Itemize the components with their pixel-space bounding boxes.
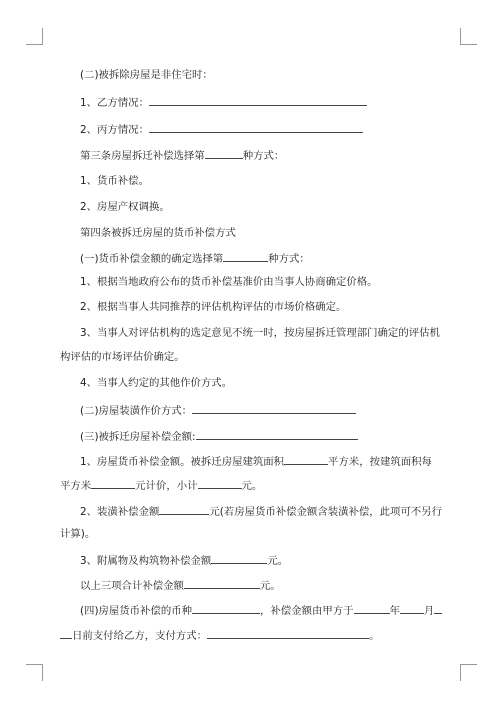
amount-method-choice-field[interactable] <box>223 250 268 262</box>
section-non-residential: (二)被拆除房屋是非住宅时： <box>80 69 213 81</box>
monetary-amount-line: 1、房屋货币补偿金额。被拆迁房屋建筑面积 平方米，按建筑面积每 <box>80 453 440 469</box>
party-b-line: 1、乙方情况： <box>80 94 440 110</box>
compensation-amount-field[interactable] <box>196 428 358 440</box>
compensation-amount-line: (三)被拆迁房屋补偿金额: <box>80 428 440 444</box>
subtotal-field[interactable] <box>198 477 242 489</box>
total-amount-field[interactable] <box>184 577 260 589</box>
unit-price-line: 平方米 元计价，小计 元。 <box>60 477 420 493</box>
article-3-line: 第三条房屋拆迁补偿选择第 种方式： <box>80 147 440 163</box>
total-amount-line: 以上三项合计补偿金额 元。 <box>80 577 440 593</box>
currency-field[interactable] <box>192 602 260 614</box>
attachments-amount-line: 3、附属物及构筑物补偿金额 元。 <box>80 552 440 568</box>
party-c-field[interactable] <box>149 121 363 133</box>
payment-year-field[interactable] <box>354 602 390 614</box>
method-3-line: 3、当事人对评估机构的选定意见不统一时，按房屋拆迁管理部门确定的评估机 <box>80 327 440 339</box>
method-2-line: 2、根据当事人共同推荐的评估机构评估的市场价格确定。 <box>80 301 347 313</box>
payment-method-line: 日前支付给乙方，支付方式： 。 <box>60 627 420 643</box>
crop-mark-bottom-left <box>26 664 43 681</box>
unit-price-field[interactable] <box>91 477 135 489</box>
decoration-amount-continued: 计算)。 <box>60 528 96 540</box>
party-c-line: 2、丙方情况： <box>80 121 440 137</box>
payment-day-field[interactable] <box>60 627 72 639</box>
crop-mark-bottom-right <box>460 664 477 681</box>
article-3-choice-field[interactable] <box>205 147 243 159</box>
payment-day-field-start[interactable] <box>434 602 442 614</box>
article-4-heading: 第四条被拆迁房屋的货币补偿方式 <box>80 227 236 239</box>
decoration-pricing-field[interactable] <box>192 402 356 414</box>
option-exchange: 2、房屋产权调换。 <box>80 201 170 213</box>
decoration-pricing-line: (二)房屋装潢作价方式： <box>80 402 440 418</box>
payment-month-field[interactable] <box>400 602 424 614</box>
payment-method-field[interactable] <box>207 627 369 639</box>
decoration-amount-field[interactable] <box>159 503 209 515</box>
amount-method-line: (一)货币补偿金额的确定选择第 种方式： <box>80 250 440 266</box>
method-3-continued: 构评估的市场评估价确定。 <box>60 351 185 363</box>
method-1-line: 1、根据当地政府公布的货币补偿基准价由当事人协商确定价格。 <box>80 276 378 288</box>
crop-mark-top-right <box>460 28 477 45</box>
party-b-field[interactable] <box>149 94 367 106</box>
attachments-amount-field[interactable] <box>211 552 267 564</box>
currency-line: (四)房屋货币补偿的币种 ，补偿金额由甲方于 年 月 <box>80 602 440 618</box>
decoration-amount-line: 2、装潢补偿金额 元(若房屋货币补偿金额含装潢补偿，此项可不另行 <box>80 503 440 519</box>
crop-mark-top-left <box>26 28 43 45</box>
option-monetary: 1、货币补偿。 <box>80 175 149 187</box>
floor-area-field[interactable] <box>284 453 328 465</box>
method-4-line: 4、当事人约定的其他作价方式。 <box>80 377 233 389</box>
